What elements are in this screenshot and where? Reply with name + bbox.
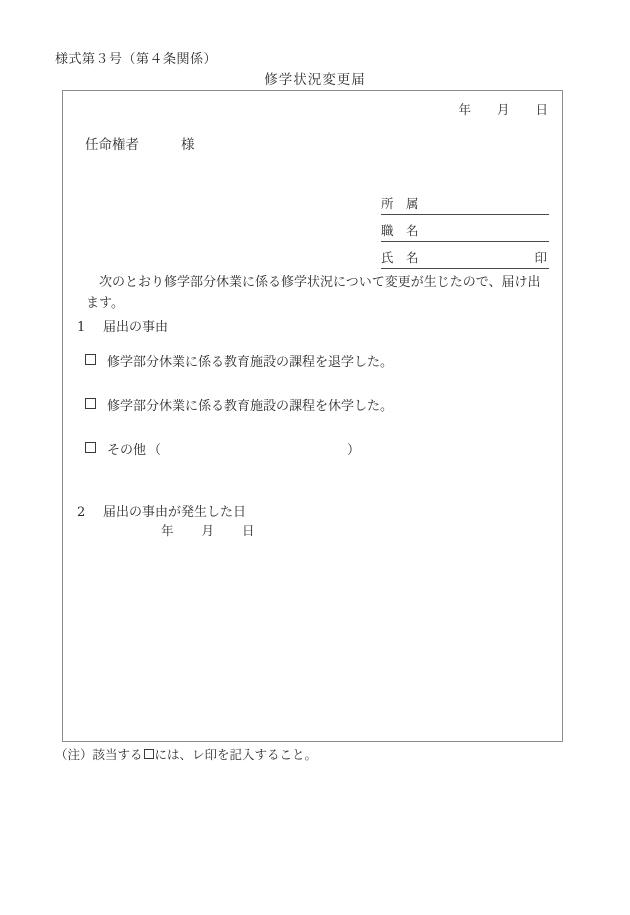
affiliation-field[interactable] bbox=[381, 194, 549, 215]
submission-date-year: 年 bbox=[458, 102, 471, 117]
footer-note bbox=[55, 745, 317, 763]
signature-block bbox=[381, 194, 549, 269]
position-field[interactable] bbox=[381, 221, 549, 242]
choice-withdrawal[interactable] bbox=[85, 354, 548, 372]
seal-mark: 印 bbox=[534, 250, 547, 265]
section-heading-reason bbox=[77, 316, 168, 335]
event-date-day: 日 bbox=[242, 523, 255, 538]
section-number-1: 1 bbox=[77, 320, 86, 335]
submission-date-line bbox=[458, 100, 548, 118]
section-number-2: 2 bbox=[77, 505, 86, 520]
choice-leave-of-absence[interactable] bbox=[85, 398, 548, 416]
choice-other-label: その他 bbox=[107, 443, 147, 459]
event-date-line[interactable] bbox=[161, 521, 255, 539]
position-label: 職 名 bbox=[381, 223, 419, 238]
checkbox-unchecked-icon bbox=[144, 749, 154, 759]
footer-note-prefix: （注）該当する bbox=[55, 747, 143, 762]
submission-date-day: 日 bbox=[535, 102, 548, 117]
section-title-2: 届出の事由が発生した日 bbox=[103, 505, 247, 520]
choice-leave-of-absence-label: 修学部分休業に係る教育施設の課程を休学した。 bbox=[107, 399, 394, 415]
statement-text: 次のとおり修学部分休業に係る修学状況について変更が生じたので、届け出ます。 bbox=[86, 275, 541, 311]
reason-choice-list bbox=[85, 354, 548, 487]
event-date-month: 月 bbox=[201, 523, 215, 538]
form-code: 様式第３号（第４条関係） bbox=[55, 52, 218, 67]
other-paren-open: （ bbox=[148, 443, 162, 459]
section-title-1: 届出の事由 bbox=[103, 320, 169, 335]
other-paren-close: ） bbox=[347, 443, 361, 459]
document-title: 修学状況変更届 bbox=[264, 72, 366, 88]
footer-note-suffix: には、レ印を記入すること。 bbox=[154, 747, 318, 762]
event-date-year: 年 bbox=[161, 523, 174, 538]
section-heading-event-date bbox=[77, 501, 246, 520]
name-field[interactable] bbox=[381, 248, 549, 269]
checkbox-unchecked-icon[interactable] bbox=[85, 442, 96, 453]
choice-other[interactable] bbox=[85, 442, 548, 460]
submission-date-month: 月 bbox=[496, 102, 510, 117]
choice-withdrawal-label: 修学部分休業に係る教育施設の課程を退学した。 bbox=[107, 355, 394, 370]
checkbox-unchecked-icon[interactable] bbox=[85, 398, 96, 409]
addressee-recipient: 任命権者 bbox=[85, 137, 139, 153]
addressee-line bbox=[85, 133, 195, 153]
addressee-honorific: 様 bbox=[181, 137, 195, 153]
name-label: 氏 名 bbox=[381, 250, 419, 265]
checkbox-unchecked-icon[interactable] bbox=[85, 354, 96, 365]
form-body-box bbox=[62, 90, 563, 742]
affiliation-label: 所 属 bbox=[381, 196, 419, 211]
